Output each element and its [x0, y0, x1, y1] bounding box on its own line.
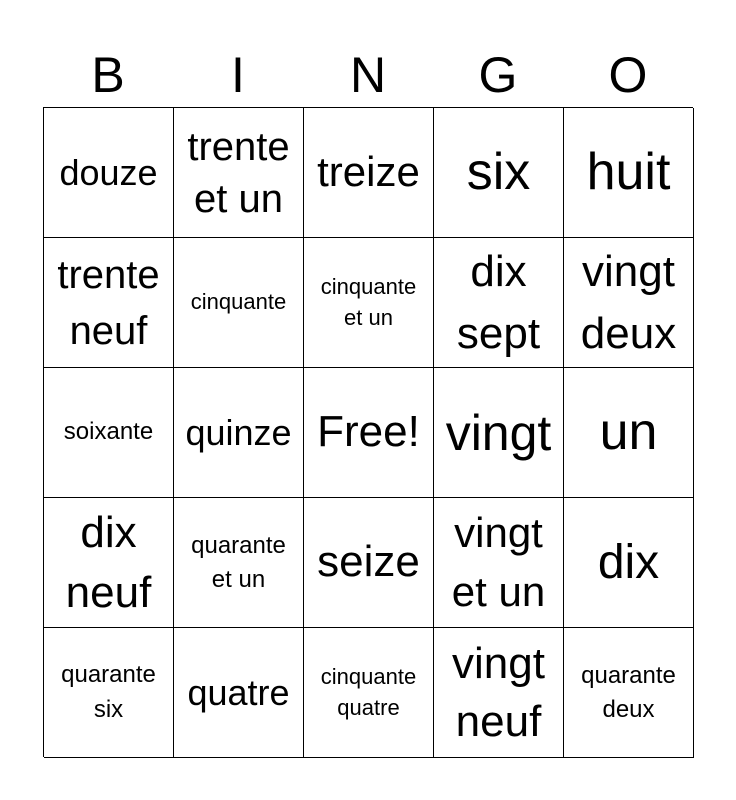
cell-text: cinquante et un [320, 273, 417, 330]
bingo-cell[interactable] [304, 498, 434, 628]
cell-text: vingt [445, 404, 552, 461]
cell-text: seize [317, 537, 420, 587]
bingo-cell[interactable] [174, 368, 304, 498]
bingo-cell[interactable] [44, 108, 174, 238]
cell-text: quarante six [61, 660, 156, 723]
cell-text: soixante [63, 418, 154, 446]
cell-text: vingt deux [580, 246, 677, 358]
bingo-cell[interactable] [434, 238, 564, 368]
bingo-header [43, 44, 693, 106]
cell-text: Free! [317, 407, 420, 457]
bingo-cell[interactable] [564, 628, 694, 758]
cell-text: dix sept [456, 246, 541, 358]
bingo-cell[interactable] [564, 238, 694, 368]
bingo-cell[interactable] [434, 108, 564, 238]
cell-text: dix [597, 535, 660, 589]
free-space-cell[interactable] [304, 368, 434, 498]
bingo-cell[interactable] [304, 628, 434, 758]
cell-text: six [466, 143, 531, 202]
bingo-grid [43, 107, 693, 757]
bingo-cell[interactable] [174, 238, 304, 368]
bingo-cell[interactable] [564, 368, 694, 498]
cell-text: quarante et un [191, 531, 286, 593]
cell-text: cinquante quatre [320, 663, 417, 720]
cell-text: cinquante [190, 289, 287, 315]
bingo-cell[interactable] [434, 498, 564, 628]
bingo-cell[interactable] [304, 238, 434, 368]
bingo-cell[interactable] [304, 108, 434, 238]
cell-text: un [599, 403, 658, 462]
cell-text: douze [59, 151, 158, 193]
bingo-cell[interactable] [434, 628, 564, 758]
cell-text: quatre [187, 671, 290, 713]
bingo-cell[interactable] [434, 368, 564, 498]
header-letter-g: G [478, 47, 518, 103]
bingo-cell[interactable] [174, 108, 304, 238]
cell-text: vingt neuf [452, 639, 545, 746]
header-letter-b: B [91, 47, 125, 103]
bingo-cell[interactable] [44, 238, 174, 368]
cell-text: vingt et un [451, 508, 546, 615]
header-letter-o: O [608, 47, 648, 103]
bingo-cell[interactable] [44, 498, 174, 628]
cell-text: trente neuf [57, 252, 160, 353]
bingo-cell[interactable] [44, 368, 174, 498]
cell-text: huit [586, 143, 671, 202]
bingo-cell[interactable] [564, 498, 694, 628]
header-letter-i: I [231, 47, 245, 103]
cell-text: quarante deux [581, 661, 676, 723]
header-letter-n: N [349, 47, 387, 103]
cell-text: dix neuf [65, 508, 152, 617]
cell-text: quinze [185, 411, 292, 453]
bingo-cell[interactable] [44, 628, 174, 758]
bingo-cell[interactable] [564, 108, 694, 238]
bingo-cell[interactable] [174, 628, 304, 758]
cell-text: treize [317, 148, 420, 196]
cell-text: trente et un [187, 124, 290, 221]
bingo-cell[interactable] [174, 498, 304, 628]
